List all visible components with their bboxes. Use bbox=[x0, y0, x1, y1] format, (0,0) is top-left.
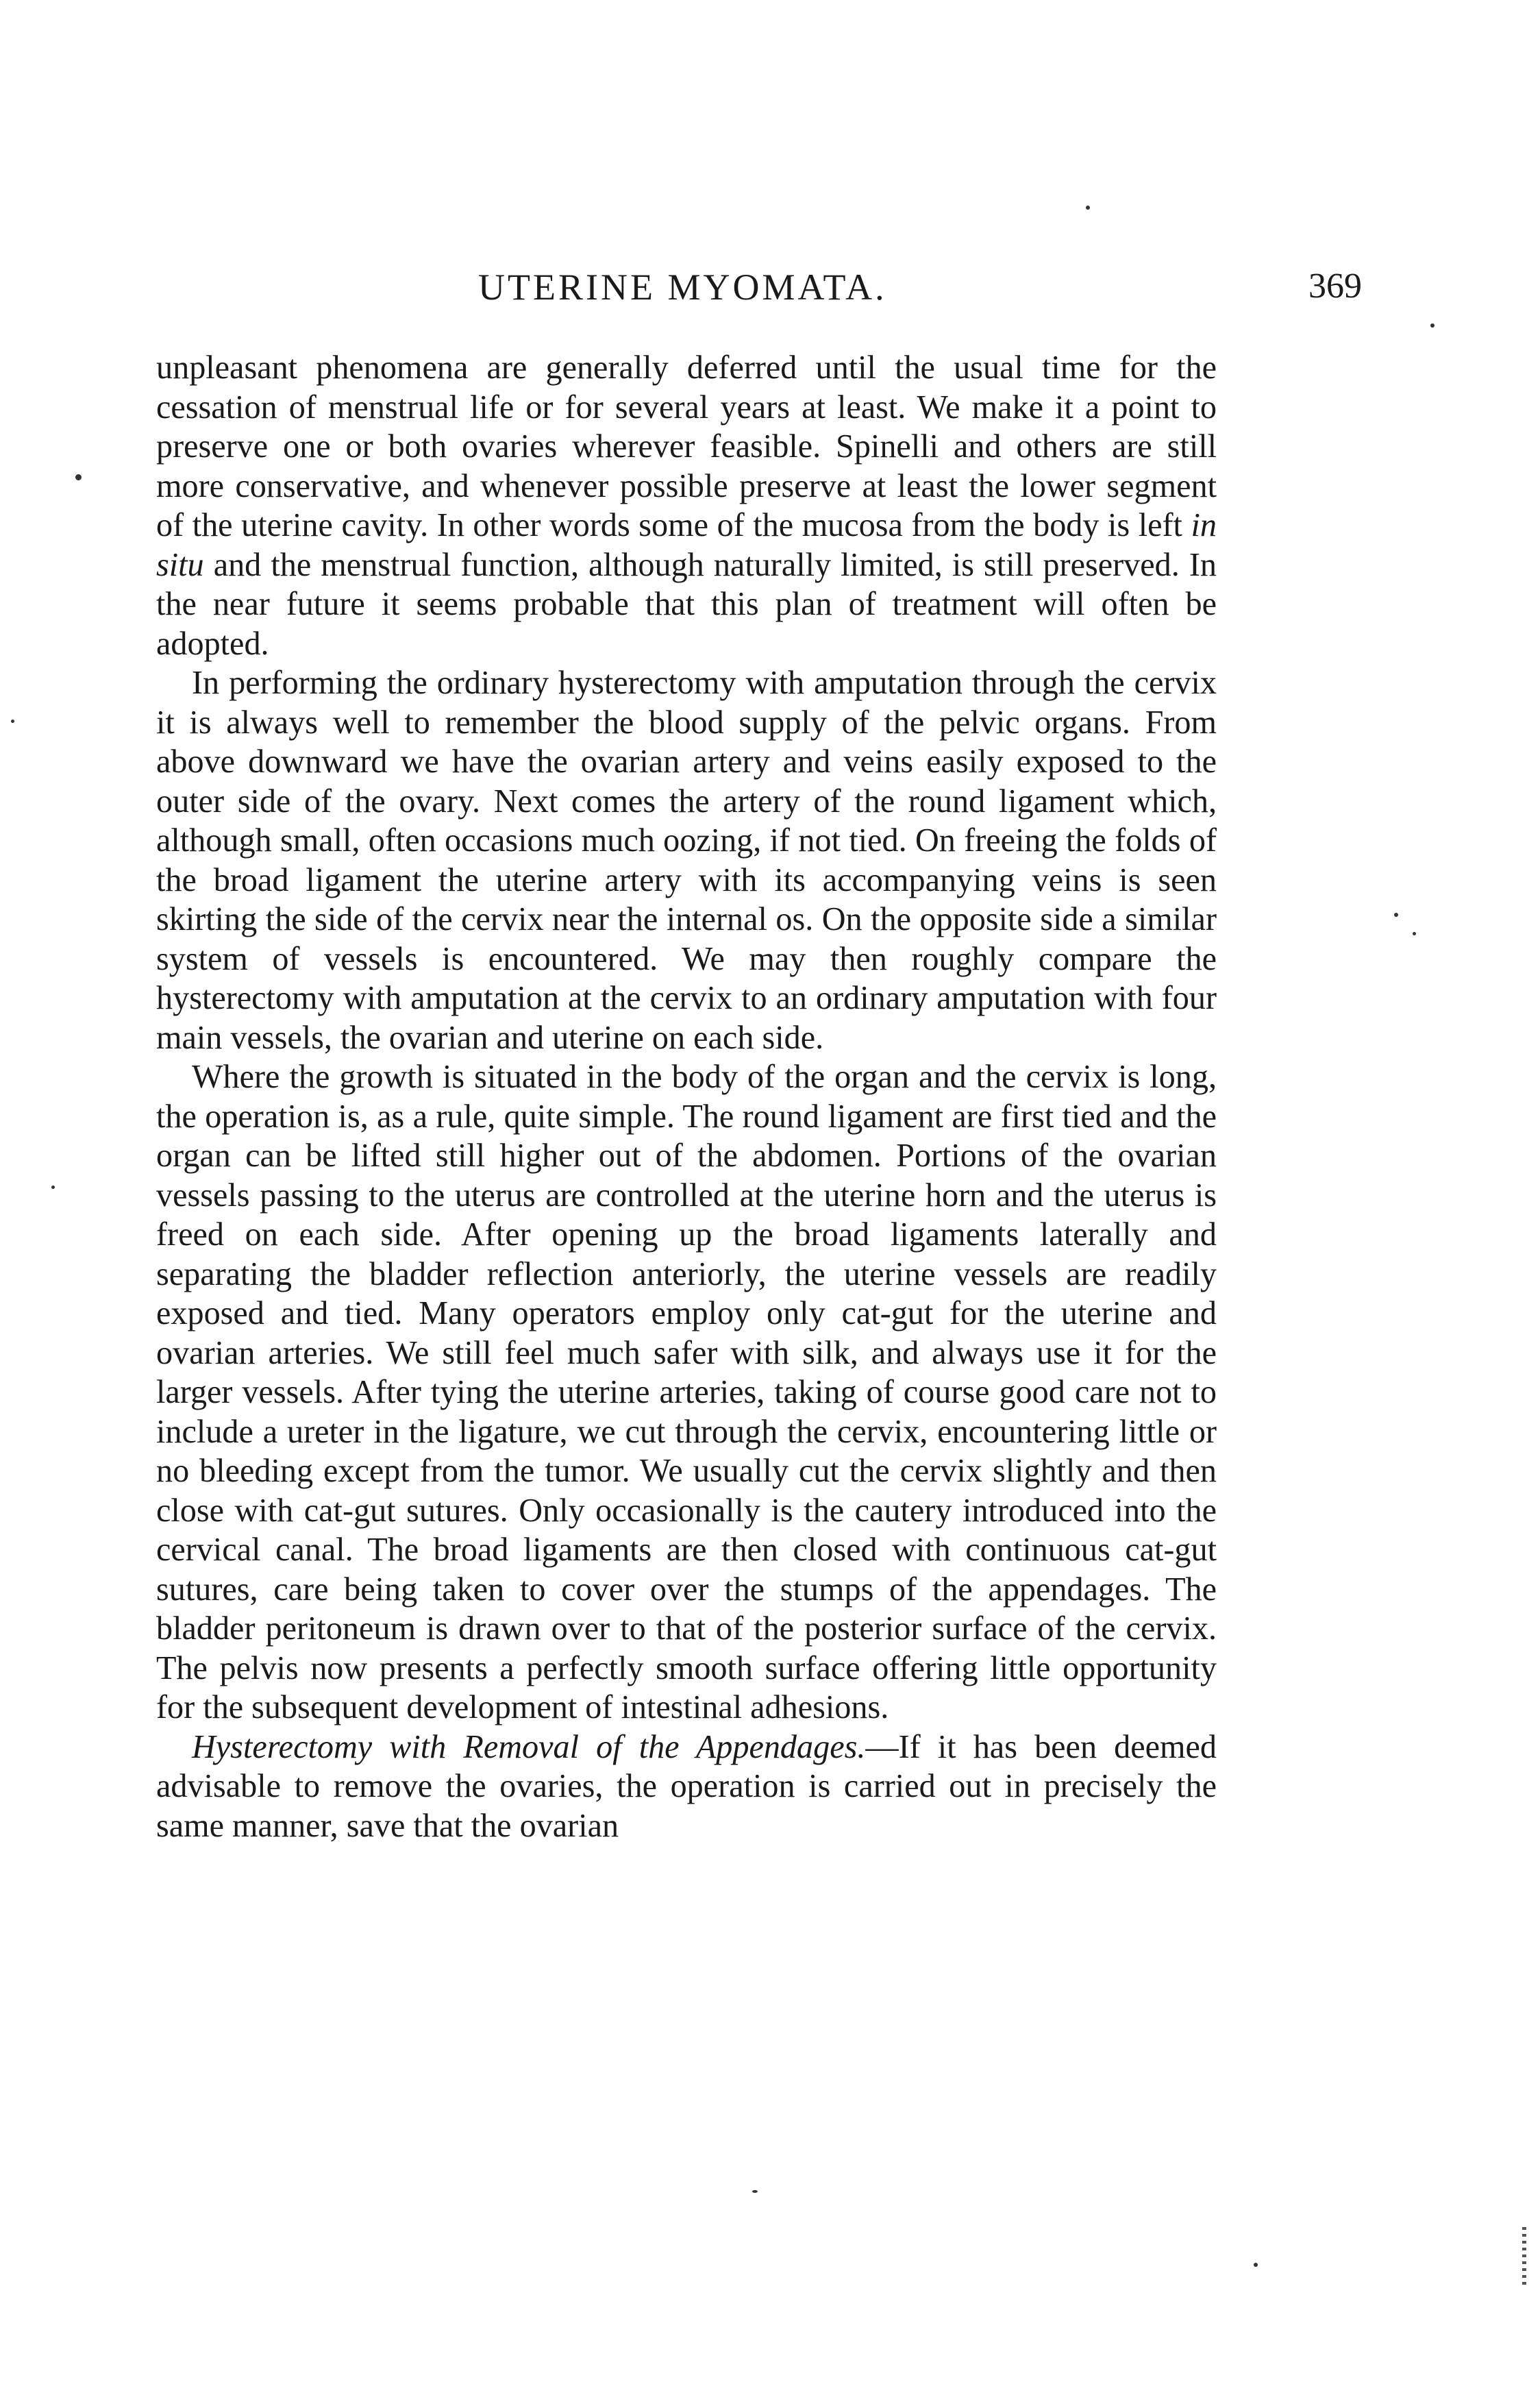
print-speck bbox=[1394, 913, 1398, 917]
body-text bbox=[156, 348, 1217, 1845]
paragraph-blood-supply bbox=[156, 663, 1217, 1057]
print-speck bbox=[51, 1185, 55, 1189]
print-speck bbox=[752, 2190, 758, 2193]
latin-phrase: in situ bbox=[156, 507, 1217, 583]
paragraph-text: —If it has been deemed advisable to remove the ovaries, the operation is carried out in precisely the same manner, save that the ovarian bbox=[156, 1728, 1217, 1844]
print-speck bbox=[1413, 932, 1416, 935]
paragraph-text: Where the growth is situated in the body of the organ and the cervix is long, the operation is, as a rule, quite simple. The round ligament are first tied and the organ can be lifted still higher out of the abdomen. Portions of the ovarian vessels passing to the uterus are controlled at the uterine horn and the uterus is freed on each side. After opening up the broad ligaments laterally and separating the bladder reflection anteriorly, the uterine vessels are readily exposed and tied. Many operators employ only cat-gut for the uterine and ovarian arteries. We still feel much safer with silk, and always use it for the larger vessels. After tying the uterine arteries, taking of course good care not to include a ureter in the ligature, we cut through the cervix, encountering little or no bleeding except from the tumor. We usually cut the cervix slightly and then close with cat-gut sutures. Only occasionally is the cautery introduced into the cervical canal. The broad ligaments are then closed with continuous cat-gut sutures, care being taken to cover over the stumps of the appendages. The bladder peritoneum is drawn over to that of the posterior surface of the cervix. The pelvis now presents a perfectly smooth surface offering little opportunity for the subsequent development of intestinal adhesions. bbox=[156, 1059, 1217, 1725]
print-speck bbox=[1430, 323, 1435, 328]
print-speck bbox=[1086, 206, 1090, 210]
print-speck bbox=[1254, 2263, 1258, 2267]
paragraph-text: In performing the ordinary hysterectomy with amputation through the cervix it is always well to remember the blood supply of the pelvic organs. From above downward we have the ovarian artery and veins easily exposed to the outer side of the ovary. Next comes the artery of the round ligament which, although small, often occasions much oozing, if not tied. On freeing the folds of the broad ligament the uterine artery with its accompanying veins is seen skirting the side of the cervix near the internal os. On the opposite side a similar system of vessels is encountered. We may then roughly compare the hysterectomy with amputation at the cervix to an ordinary amputation with four main vessels, the ovarian and uterine on each side. bbox=[156, 665, 1217, 1056]
section-heading: Hysterectomy with Removal of the Appendages. bbox=[192, 1728, 866, 1765]
running-head bbox=[156, 266, 1362, 307]
paragraph-operation bbox=[156, 1057, 1217, 1728]
paragraph-text: unpleasant phenomena are generally deferred until the usual time for the cessation of menstrual life or for several years at least. We make it a point to preserve one or both ovaries wherever feasible. Spinelli and others are still more conservative, and whenever possible preserve at least the lower segment of the uterine cavity. In other words some of the mucosa from the body is left bbox=[156, 349, 1217, 543]
paragraph-appendages bbox=[156, 1728, 1217, 1846]
paragraph-text: and the menstrual function, although naturally limited, is still preserved. In the near future it seems probable that this plan of treatment will often be adopted. bbox=[156, 546, 1217, 662]
running-title: UTERINE MYOMATA. bbox=[478, 267, 887, 308]
paragraph-continuation bbox=[156, 348, 1217, 663]
margin-mark bbox=[1522, 2227, 1526, 2289]
print-speck bbox=[75, 474, 82, 480]
page-number: 369 bbox=[1308, 267, 1362, 306]
print-speck bbox=[11, 720, 14, 723]
